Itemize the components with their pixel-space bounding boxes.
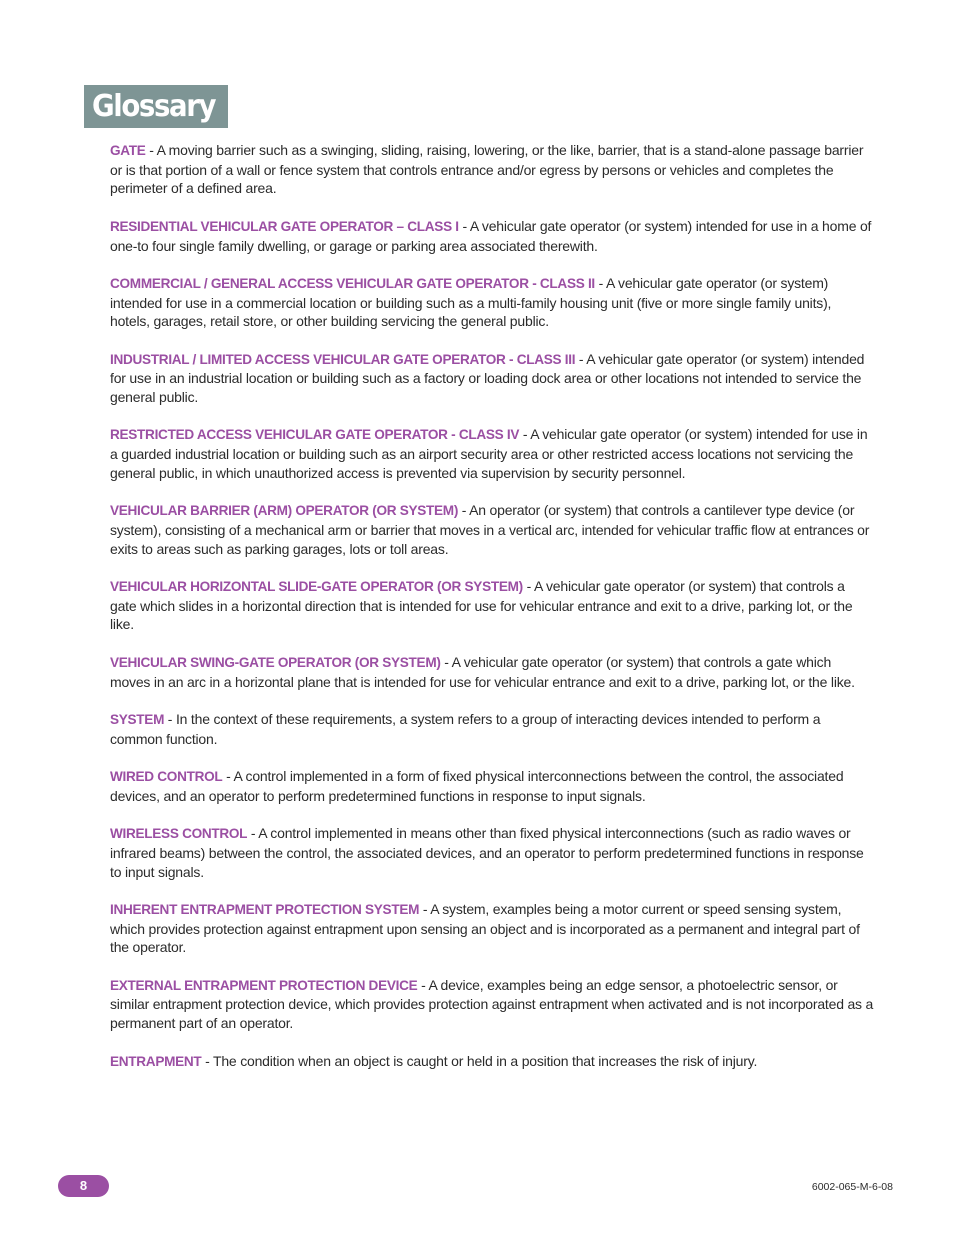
- glossary-term: WIRELESS CONTROL: [110, 826, 248, 842]
- glossary-term: VEHICULAR HORIZONTAL SLIDE-GATE OPERATOR (OR SYSTEM): [110, 579, 523, 595]
- glossary-entry: [110, 653, 874, 691]
- glossary-term: WIRED CONTROL: [110, 769, 223, 785]
- glossary-term: EXTERNAL ENTRAPMENT PROTECTION DEVICE: [110, 977, 418, 993]
- glossary-entry: [110, 274, 874, 331]
- glossary-definition: - A control implemented in a form of fixed physical interconnections between the control, the associated devices, and an operator to perform predetermined functions in response to input signals.: [110, 768, 844, 804]
- glossary-term: RESTRICTED ACCESS VEHICULAR GATE OPERATOR - CLASS IV: [110, 427, 520, 443]
- glossary-entry: [110, 1052, 874, 1072]
- page-number-badge: [58, 1175, 109, 1197]
- glossary-entry: [110, 824, 874, 881]
- glossary-definition: - A vehicular gate operator (or system) that controls a gate which slides in a horizontal direction that is intended for use for vehicular entrance and exit to a drive, parking lot, or the like.: [110, 578, 853, 633]
- glossary-term: RESIDENTIAL VEHICULAR GATE OPERATOR – CLASS I: [110, 218, 459, 234]
- glossary-term: ENTRAPMENT: [110, 1053, 202, 1069]
- glossary-definition: - A device, examples being an edge sensor, a photoelectric sensor, or similar entrapment protection device, which provides protection against entrapment when activated and is not incorporated as a permanent part of an operator.: [110, 976, 874, 1032]
- glossary-entry: [110, 350, 874, 407]
- document-code: 6002-065-M-6-08: [811, 1181, 893, 1193]
- glossary-entry: [110, 217, 874, 255]
- glossary-term: COMMERCIAL / GENERAL ACCESS VEHICULAR GATE OPERATOR - CLASS II: [110, 275, 595, 291]
- glossary-term: SYSTEM: [110, 711, 165, 727]
- glossary-entry: [110, 767, 874, 805]
- glossary-entry: [110, 425, 874, 482]
- page-title-box: [84, 85, 228, 128]
- glossary-definition: - A vehicular gate operator (or system) that controls a gate which moves in an arc in a horizontal plane that is intended for use for vehicular entrance and exit to a drive, parking lot, or the like.: [110, 653, 855, 690]
- glossary-term: INHERENT ENTRAPMENT PROTECTION SYSTEM: [110, 901, 420, 917]
- glossary-definition: - An operator (or system) that controls a cantilever type device (or system), consisting of a mechanical arm or barrier that moves in a vertical arc, intended for vehicular traffic flow at entrances or exits to areas such as parking garages, lots or toll areas.: [110, 502, 870, 557]
- glossary-definition: - A system, examples being a motor current or speed sensing system, which provides protection against entrapment upon sensing an object and is incorporated as a permanent and integral part of the operator.: [110, 900, 860, 956]
- glossary-term: VEHICULAR SWING-GATE OPERATOR (OR SYSTEM): [110, 654, 441, 670]
- glossary-entry: [110, 976, 874, 1033]
- glossary-list: [110, 141, 874, 1090]
- page-title: Glossary: [92, 89, 216, 124]
- glossary-definition: - A control implemented in means other than fixed physical interconnections (such as radio waves or infrared beams) between the control, the associated devices, and an operator to perform predetermined functions in response to input signals.: [110, 825, 864, 880]
- glossary-definition: - A vehicular gate operator (or system) intended for use in a home of one-to four single family dwelling, or garage or parking area associated therewith.: [110, 217, 872, 254]
- glossary-definition: - A vehicular gate operator (or system) intended for use in an industrial location or building such as a factory or loading dock area or other locations not intended to service the general public.: [110, 350, 865, 406]
- glossary-entry: [110, 141, 874, 198]
- glossary-definition: - In the context of these requirements, a system refers to a group of interacting devices intended to perform a common function.: [110, 710, 821, 747]
- glossary-definition: - A moving barrier such as a swinging, sliding, raising, lowering, or the like, barrier, that is a stand-alone passage barrier or is that portion of a wall or fence system that controls entrance and/or egress by persons or vehicles and completes the perimeter of a defined area.: [110, 142, 864, 197]
- glossary-term: GATE: [110, 143, 146, 158]
- glossary-definition: - A vehicular gate operator (or system) intended for use in a guarded industrial location or building such as an airport security area or other restricted access locations not servicing the general public, in which unauthorized access is prevented via supervision by security personnel.: [110, 426, 868, 481]
- glossary-definition: - The condition when an object is caught or held in a position that increases the risk of injury.: [201, 1052, 758, 1069]
- glossary-definition: - A vehicular gate operator (or system) intended for use in a commercial location or building such as a multi-family housing unit (five or more single family units), hotels, garages, retail store, or other building servicing the general public.: [110, 274, 832, 330]
- glossary-entry: [110, 501, 874, 558]
- glossary-entry: [110, 900, 874, 957]
- glossary-term: VEHICULAR BARRIER (ARM) OPERATOR (OR SYSTEM): [110, 503, 459, 519]
- glossary-entry: [110, 577, 874, 634]
- glossary-entry: [110, 710, 874, 748]
- page-number: 8: [79, 1178, 88, 1193]
- glossary-term: INDUSTRIAL / LIMITED ACCESS VEHICULAR GATE OPERATOR - CLASS III: [110, 351, 576, 367]
